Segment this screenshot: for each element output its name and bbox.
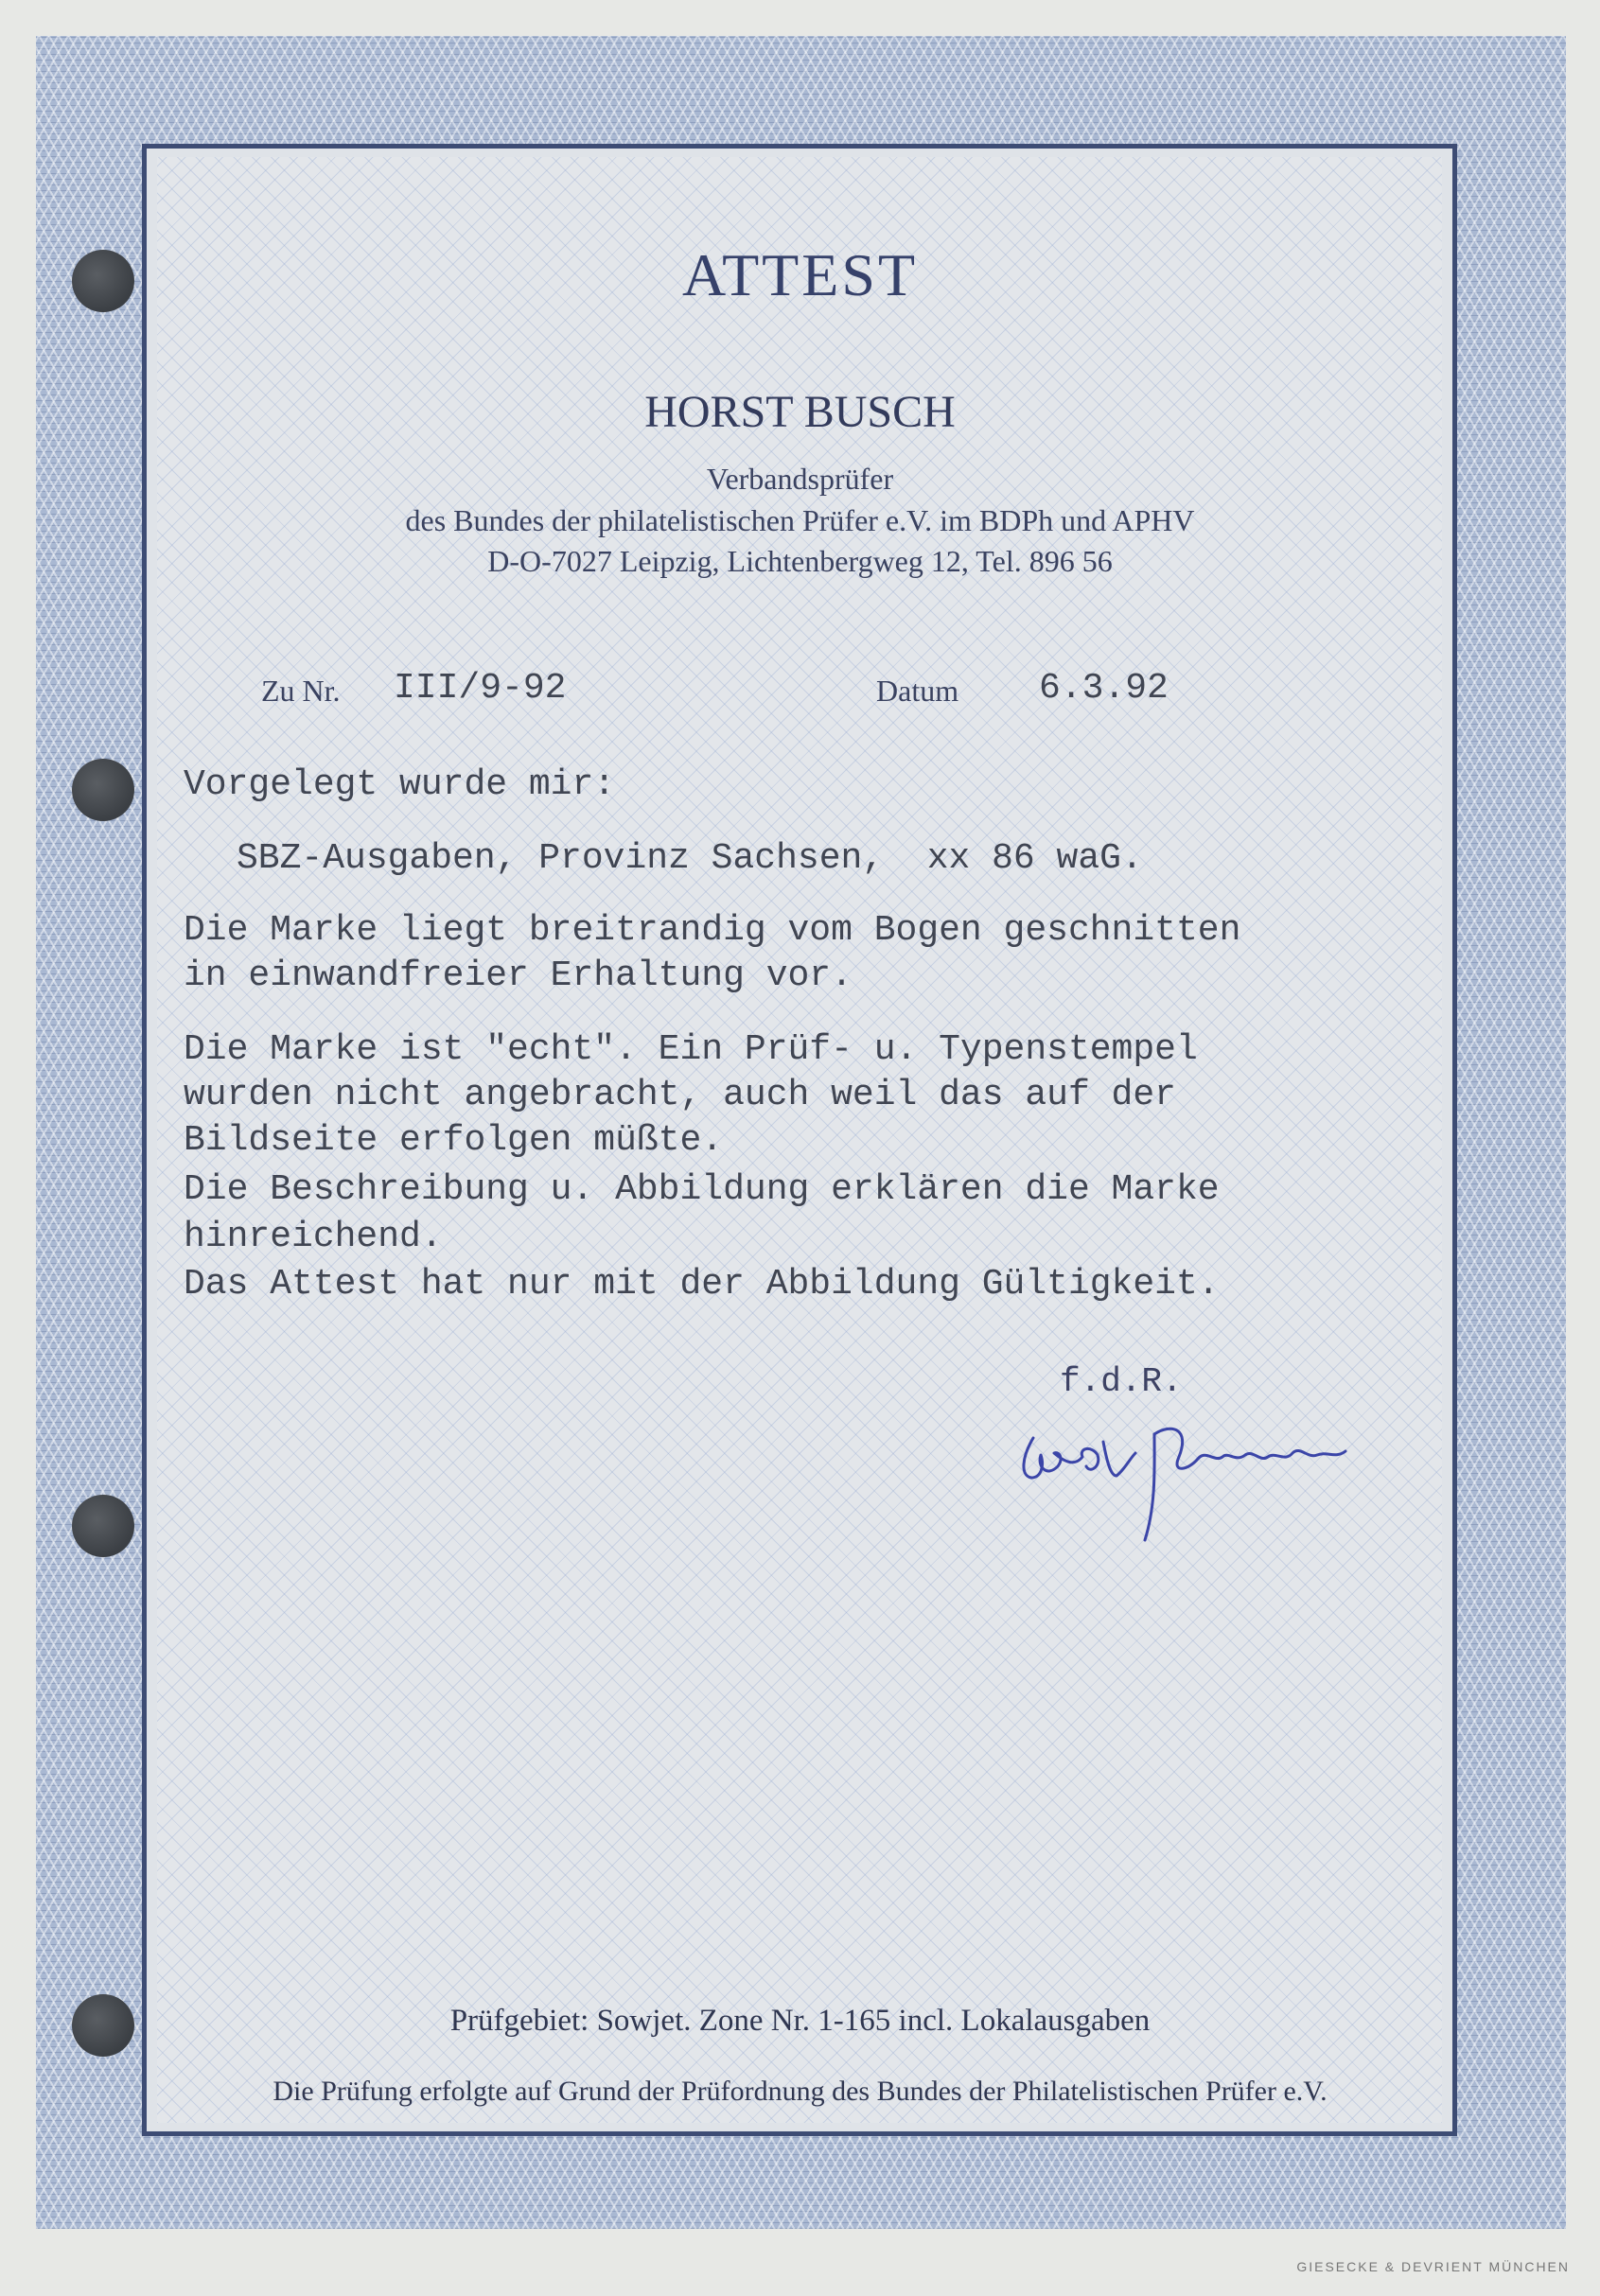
association: des Bundes der philatelistischen Prüfer e.V. im BDPh und APHV	[405, 503, 1195, 537]
punch-hole	[72, 759, 134, 821]
testing-regulation: Die Prüfung erfolgte auf Grund der Prüfordnung des Bundes der Philatelistischen Prüfer e.V.	[273, 2076, 1327, 2107]
condition-line: Die Marke liegt breitrandig vom Bogen geschnitten	[184, 910, 1241, 951]
submitted-label: Vorgelegt wurde mir:	[184, 764, 616, 805]
verdict-line: Die Marke ist "echt". Ein Prüf- u. Typenstempel	[184, 1029, 1198, 1070]
punch-hole	[72, 1495, 134, 1557]
verdict-line: wurden nicht angebracht, auch weil das auf der	[184, 1075, 1176, 1115]
signature-prefix: f.d.R.	[1060, 1362, 1183, 1401]
number-label: Zu Nr.	[261, 674, 341, 708]
testing-scope: Prüfgebiet: Sowjet. Zone Nr. 1-165 incl. Lokalausgaben	[449, 2004, 1151, 2038]
verdict-line: Die Beschreibung u. Abbildung erklären die Marke	[184, 1169, 1220, 1210]
examiner-role: Verbandsprüfer	[706, 462, 894, 496]
printer-imprint: GIESECKE & DEVRIENT MÜNCHEN	[1296, 2259, 1570, 2274]
address: D-O-7027 Leipzig, Lichtenbergweg 12, Tel. 896 56	[487, 544, 1113, 578]
date-label: Datum	[876, 674, 959, 708]
certificate-number: III/9-92	[394, 668, 567, 709]
handwritten-signature	[1012, 1372, 1410, 1542]
verdict-line: Bildseite erfolgen müßte.	[184, 1120, 724, 1161]
submitted-item: SBZ-Ausgaben, Provinz Sachsen, xx 86 waG.	[237, 838, 1143, 879]
verdict-line: hinreichend.	[184, 1217, 443, 1257]
examiner-name: HORST BUSCH	[644, 387, 956, 437]
verdict-line: Das Attest hat nur mit der Abbildung Gültigkeit.	[184, 1264, 1220, 1305]
condition-line: in einwandfreier Erhaltung vor.	[184, 955, 853, 996]
certificate-title: ATTEST	[681, 241, 919, 308]
certificate-date: 6.3.92	[1039, 668, 1169, 709]
